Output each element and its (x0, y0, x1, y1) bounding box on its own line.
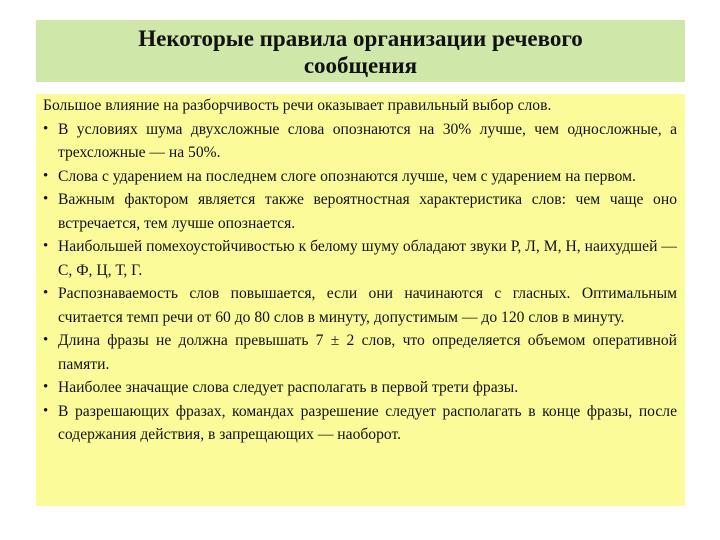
title-panel (36, 20, 685, 82)
slide-title-line-2: сообщения (303, 53, 418, 78)
intro-paragraph: Большое влияние на разборчивость речи оказывает правильный выбор слов. (43, 97, 552, 114)
rule-item: • Длина фразы не должна превышать 7 ± 2 слов, что определяется объемом оперативной памяти. (43, 329, 677, 376)
rules-list (43, 118, 677, 447)
rule-item: • Наибольшей помехоустойчивостью к белому шуму обладают звуки Р, Л, М, Н, наихудшей — С, Ф, Ц, Т, Г. (43, 235, 677, 282)
rule-item: • Наиболее значащие слова следует располагать в первой трети фразы. (43, 376, 677, 400)
rule-item: • В условиях шума двухсложные слова опознаются на 30% лучше, чем односложные, а трехсложные — на 50%. (43, 118, 677, 165)
rule-item: • Распознаваемость слов повышается, если они начинаются с гласных. Оптимальным считается темп речи от 60 до 80 слов в минуту, допустимым — до 120 слов в минуту. (43, 282, 677, 329)
slide-title-line-1: Некоторые правила организации речевого (138, 26, 583, 51)
slide-title (36, 25, 685, 79)
rule-item: • Слова с ударением на последнем слоге опознаются лучше, чем с ударением на первом. (43, 165, 677, 189)
content-panel (36, 94, 685, 506)
rule-item: • Важным фактором является также вероятностная характеристика слов: чем чаще оно встречается, тем лучше опознается. (43, 188, 677, 235)
content-text (43, 94, 677, 447)
rule-item: • В разрешающих фразах, командах разрешение следует располагать в конце фразы, после содержания действия, в запрещающих — наоборот. (43, 400, 677, 447)
